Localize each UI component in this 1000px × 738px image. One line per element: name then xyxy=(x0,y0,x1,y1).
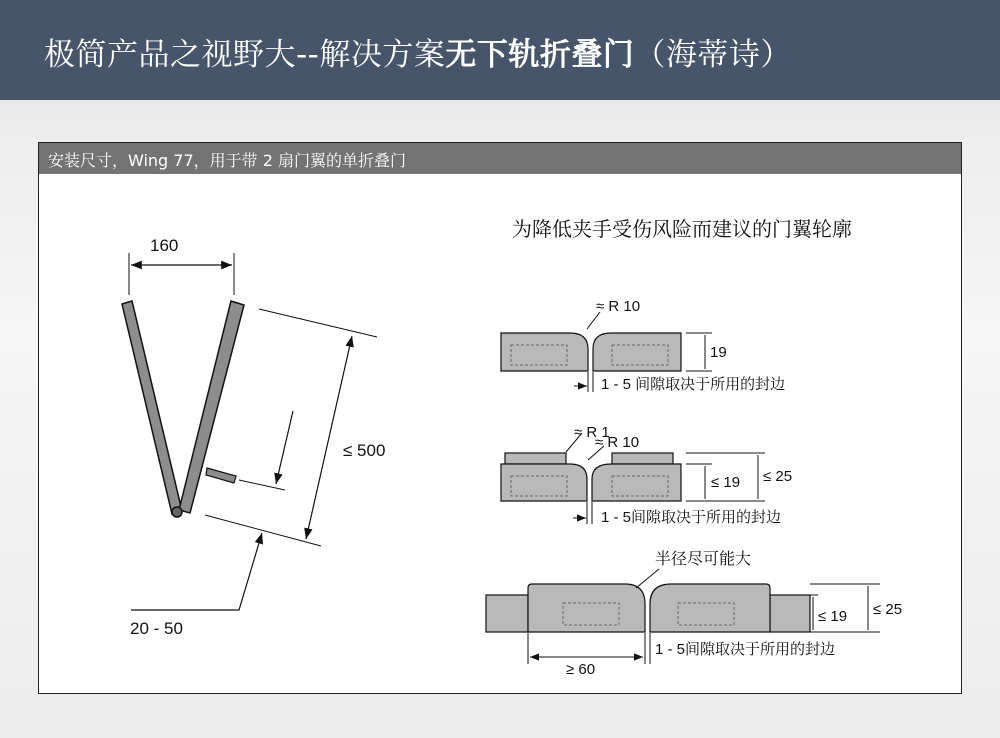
hinge-pivot xyxy=(172,507,182,517)
dim-diagonal: ≤ 500 xyxy=(343,441,386,460)
profile2-radius-small: ≈ R 1 xyxy=(574,424,610,441)
profile2-height-total: ≤ 25 xyxy=(763,468,793,485)
title-bold: 无下轨折叠门 xyxy=(445,37,635,73)
panel-title: 安装尺寸，Wing 77，用于带 2 扇门翼的单折叠门 xyxy=(48,151,407,170)
door-handle xyxy=(206,468,236,483)
title-regular: 极简产品之视野大--解决方案 xyxy=(44,37,446,73)
dim-top: 160 xyxy=(150,236,179,255)
profile3-gap-note: 1 - 5间隙取决于所用的封边 xyxy=(655,641,836,658)
profile3-height: ≤ 19 xyxy=(818,608,848,625)
profiles-heading: 为降低夹手受伤风险而建议的门翼轮廓 xyxy=(512,219,852,241)
profile2-radius: ≈ R 10 xyxy=(595,434,640,451)
profile3-width: ≥ 60 xyxy=(566,661,596,678)
profile3-note: 半径尽可能大 xyxy=(655,551,752,568)
profile1-gap-note: 1 - 5 间隙取决于所用的封边 xyxy=(601,376,786,393)
dim-bottom: 20 - 50 xyxy=(130,619,183,638)
profile2-height: ≤ 19 xyxy=(711,474,741,491)
title-suffix: （海蒂诗） xyxy=(634,37,792,73)
door-wing-left xyxy=(122,301,182,514)
profile1-height: 19 xyxy=(710,344,727,361)
folding-door-top-view xyxy=(122,253,377,610)
profile2-gap-note: 1 - 5间隙取决于所用的封边 xyxy=(601,509,782,526)
profile1-radius: ≈ R 10 xyxy=(596,298,641,315)
profile3-height-total: ≤ 25 xyxy=(873,601,903,618)
